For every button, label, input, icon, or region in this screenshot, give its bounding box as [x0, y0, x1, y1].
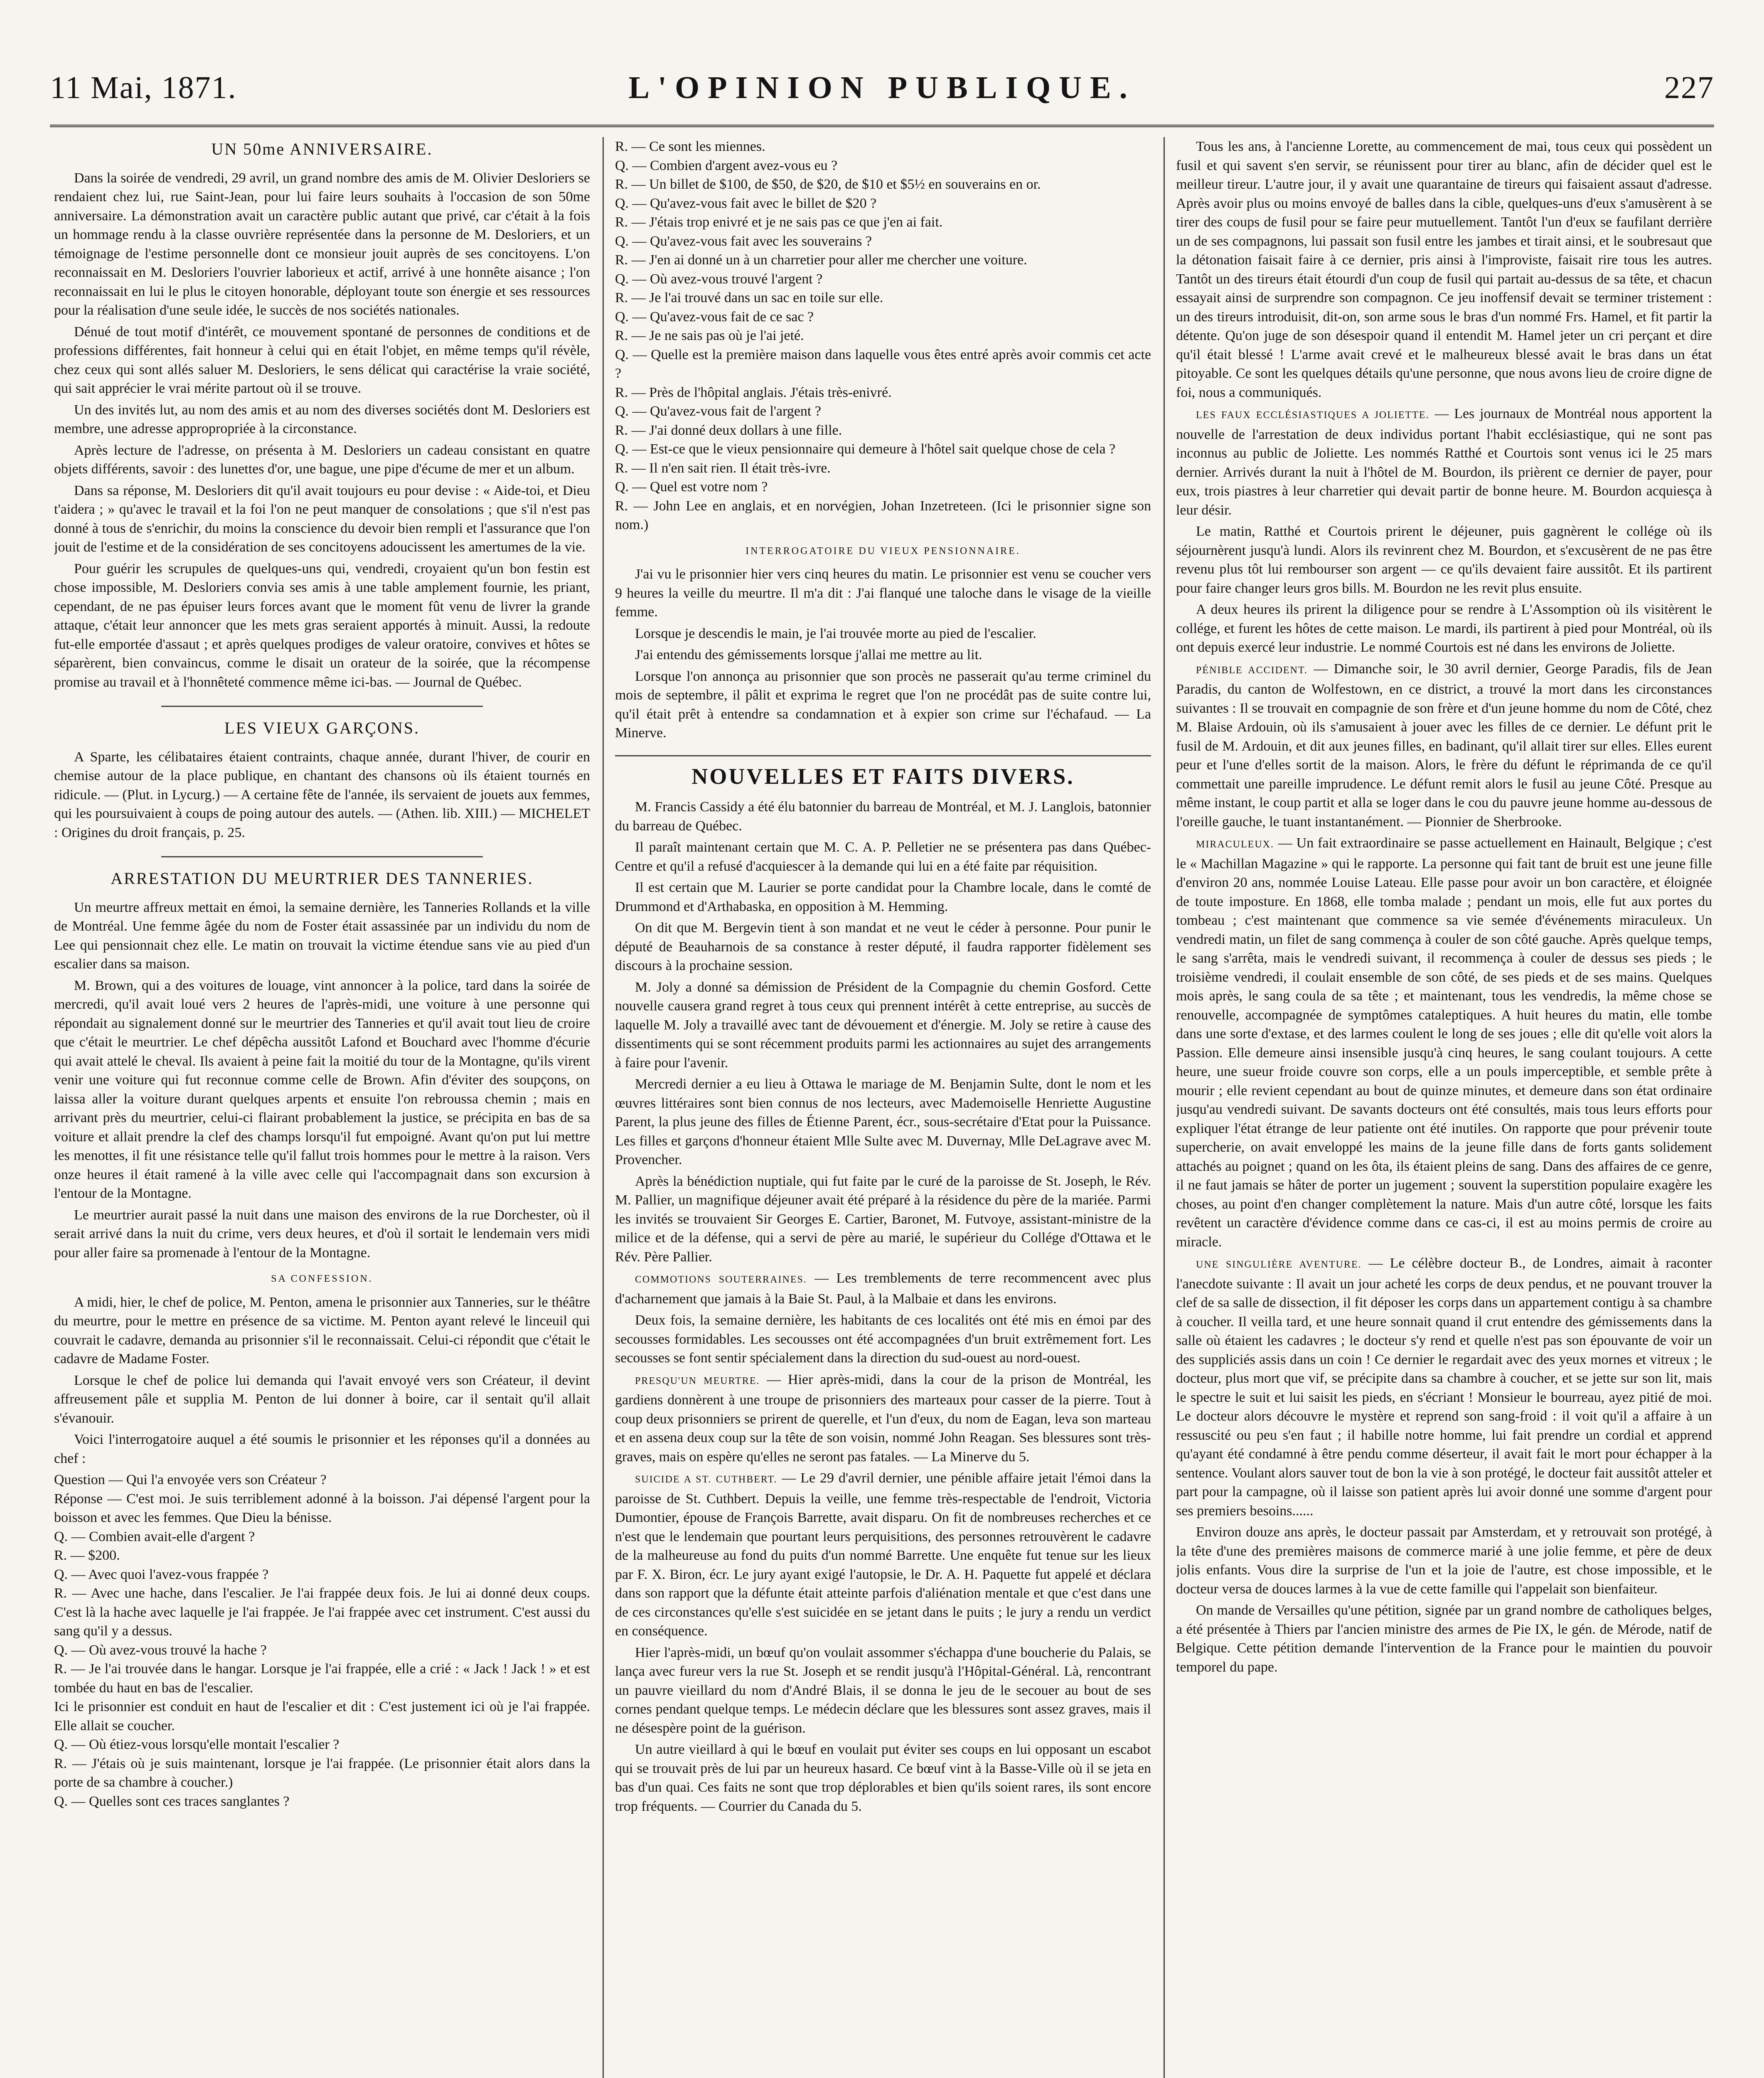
interrogation-line: R. — Je l'ai trouvé dans un sac en toile sur elle. [615, 290, 883, 305]
interrogation-line: Réponse — C'est moi. Je suis terriblement adonné à la boisson. J'ai dépensé l'argent pour la boisson et avec les femmes. Que Dieu la bénisse. [54, 1491, 590, 1525]
column-divider [603, 137, 604, 2078]
news-paragraph: M. Joly a donné sa démission de Président de la Compagnie du chemin Gosford. Cette nouvelle causera grand regret à tous ceux qui prennent intérêt à cette entreprise, au succès de laquelle M. Joly a travaillé avec tant de dévouement et d'énergie. M. Joly se retire à cause des dissentiments qui se sont récemment produits parmi les actionnaires au sujet des arrangements à faire pour l'avenir. [615, 979, 1151, 1071]
article-paragraph: A Sparte, les célibataires étaient contraints, chaque année, durant l'hiver, de courir en chemise autour de la place publique, en chantant des chansons où ils étaient tournés en ridicule. — (Plut. in Lycurg.) — A certaine fête de l'année, ils servaient de jouets aux femmes, qui les poursuivaient à coups de poing autour des autels. — (Athen. lib. XIII.) — MICHELET : Origines du droit français, p. 25. [54, 749, 590, 840]
news-item [1176, 1254, 1712, 1520]
article-separator [161, 856, 483, 857]
article-paragraph: Après lecture de l'adresse, on présenta à M. Desloriers un cadeau consistant en quatre objets différents, savoir : des lunettes d'or, une bague, une pipe d'écume de mer et un album. [54, 442, 590, 477]
news-keyword: PÉNIBLE ACCIDENT. [1196, 665, 1308, 676]
news-keyword: LES FAUX ECCLÉSIASTIQUES A JOLIETTE. [1196, 410, 1429, 421]
news-paragraph: Il paraît maintenant certain que M. C. A. P. Pelletier ne se présentera pas dans Québec-Centre et qu'il a refusé d'acquiescer à la demande qui lui en a été faite par réquisition. [615, 840, 1151, 874]
news-keyword: MIRACULEUX. [1196, 839, 1274, 850]
article-arrestation [54, 869, 590, 1811]
news-paragraph: On dit que M. Bergevin tient à son mandat et ne veut le céder à personne. Pour punir le député de Beauharnois de sa constance à rester député, il faudra rapporter fidèlement ses discours à la prochaine session. [615, 920, 1151, 973]
interrogation-line: Q. — Avec quoi l'avez-vous frappée ? [54, 1566, 269, 1582]
interrogation-line: Q. — Qu'avez-vous fait avec le billet de $20 ? [615, 195, 877, 211]
article-paragraph: M. Brown, qui a des voitures de louage, vint annoncer à la police, tard dans la soirée de mercredi, qu'il avait loué vers 2 heures de l'après-midi, une voiture à une personne qui répondait au signalement donné sur le meurtrier des Tanneries et qu'il avait tout lieu de croire que c'était le meurtrier. Le chef dépêcha aussitôt Lafond et Bouchard avec l'homme d'écurie qui avait attelé le cheval. Ils avaient à peine fait la moitié du tour de la Montagne, qu'ils virent venir une voiture qui fut reconnue comme celle de Brown. Afin d'éviter des soupçons, on laissa aller la voiture durant quelques arpents et ensuite l'on rebroussa chemin ; mais en arrivant près du meurtrier, celui-ci flairant probablement la justice, se précipita en bas de sa voiture et allait prendre la clef des champs lorsqu'il fut empoigné. Avant qu'on put lui mettre les menottes, il fit une résistance telle qu'il fallut trois hommes pour le mettre à la raison. Vers onze heures il était ramené à la ville avec celle qui l'accompagnait dans son excursion à l'entour de la Montagne. [54, 977, 590, 1201]
article-title: UN 50me ANNIVERSAIRE. [211, 140, 433, 158]
interrogation-line: Q. — Qu'avez-vous fait de ce sac ? [615, 309, 814, 325]
interrogation-line: Q. — Où avez-vous trouvé la hache ? [54, 1642, 267, 1658]
news-paragraph: Tous les ans, à l'ancienne Lorette, au commencement de mai, tous ceux qui possèdent un fusil et qui savent s'en servir, se réunissent pour tirer au blanc, afin de décider quel est le meilleur tireur. L'autre jour, il y avait une quarantaine de tireurs qui faisaient assaut d'adresse. Après avoir plus ou moins envoyé de balles dans la cible, quelques-uns d'eux s'amusèrent à se tirer des coups de fusil pour se faire peur mutuellement. Tantôt l'un d'eux se faufilant derrière un de ses compagnons, lui passait son fusil entre les jambes et tirait ainsi, et le soubresaut que la détonation faisait faire à ce dernier, pris ainsi à l'improviste, faisait rire tous les autres. Tantôt un des tireurs était étourdi d'un coup de fusil qui partait au-dessus de sa tête, et chacun essayait ainsi de surprendre son compagnon. Ce jeu inoffensif devait se terminer tristement : un des tireurs introduisit, dit-on, son arme sous le bras d'un nommé Frs. Hamel, et fit partir la détente. Qu'on juge de son désespoir quand il entendit M. Hamel jeter un cri perçant et dire qu'il était blessé ! L'arme avait crevé et le malheureux blessé avait le bras dans un état pitoyable. Ce sont les quelques détails qu'une personne, que nous avons lieu de croire digne de foi, nous a communiqués. [1176, 139, 1712, 400]
article-title: ARRESTATION DU MEURTRIER DES TANNERIES. [111, 869, 534, 888]
interrogation-line: R. — J'en ai donné un à un charretier pour aller me chercher une voiture. [615, 252, 1027, 268]
article-paragraph: Un des invités lut, au nom des amis et au nom des diverses sociétés dont M. Desloriers est membre, une adresse appropropriée à la circonstance. [54, 402, 590, 436]
interrogation-line: R. — Près de l'hôpital anglais. J'étais très-enivré. [615, 384, 892, 400]
column-3 [1176, 137, 1712, 2078]
nouvelles-items [615, 798, 1151, 1816]
news-paragraph: Mercredi dernier a eu lieu à Ottawa le mariage de M. Benjamin Sulte, dont le nom et les œuvres littéraires sont bien connus de nos lecteurs, avec Mademoiselle Henriette Augustine Parent, la plus jeune des filles de Étienne Parent, écr., sous-secrétaire d'Etat pour la Puissance. Les filles et garçons d'honneur étaient Mlle Sulte avec M. Duvernay, Mlle DeLagrave avec M. Provencher. [615, 1076, 1151, 1167]
article-anniversaire [54, 140, 590, 692]
interrogation-line: Q. — Qu'avez-vous fait avec les souverains ? [615, 233, 872, 249]
article-vieux-garcons [54, 719, 590, 842]
interrogation-line: Q. — Où étiez-vous lorsqu'elle montait l'escalier ? [54, 1737, 340, 1752]
interrogation-line: Ici le prisonnier est conduit en haut de l'escalier et dit : C'est justement ici où je l'ai frappée. Elle allait se coucher. [54, 1699, 590, 1733]
interrogation-line: R. — Ce sont les miennes. [615, 139, 765, 154]
interrogation-line: R. — Avec une hache, dans l'escalier. Je l'ai frappée deux fois. Je lui ai donné deux coups. C'est là la hache avec laquelle je l'ai frappée. Je l'ai frappée avec cet instrument. C'est aussi du sang qu'il y a dessus. [54, 1586, 590, 1639]
column-divider [1164, 137, 1165, 2078]
news-text: — Le célèbre docteur B., de Londres, aimait à raconter l'anecdote suivante : Il avait un jour acheté les corps de deux pendus, et ne pouvant trouver la clef de sa salle de dissection, il fit déposer les corps dans un appartement contigu à sa chambre à coucher. Il veilla tard, et une heure sonnait quand il crut entendre des gémissements dans la salle où étaient les cadavres ; le docteur s'y rend et quelle n'est pas son épouvante de voir un des suppliciés assis dans un coin ! Ce dernier le regardait avec des yeux mornes et vitreux ; le docteur, plus mort que vif, se précipite dans sa chambre à coucher, et se jette sur son lit, mais le spectre le suit et lui saisit les pieds, en s'écriant ! Monsieur le bourreau, ayez pitié de moi. Le docteur alors découvre le mystère et reprend son sang-froid : il voit qu'il a affaire à un ressuscité ou peu s'en faut ; il habille notre homme, lui fait prendre un cordial et apprend qu'ayant été condamné à être pendu comme déserteur, il avait fait le mort pour échapper à la sentence. Voulant alors sauver tout de bon la vie à son protégé, le docteur fait aussitôt atteler et part pour la campagne, où il laisse son patient après lui avoir donné une somme d'argent pour ses premiers besoins...... [1176, 1256, 1712, 1519]
news-item [615, 1469, 1151, 1641]
section-title: NOUVELLES ET FAITS DIVERS. [615, 755, 1151, 786]
interrogation-line: Q. — Combien d'argent avez-vous eu ? [615, 158, 838, 173]
page-number: 227 [1664, 70, 1714, 105]
news-text: — Les tremblements de terre recommencent avec plus d'acharnement que jamais à la Baie St. Paul, à la Malbaie et dans les environs. [615, 1270, 1151, 1307]
news-paragraph: Le matin, Ratthé et Courtois prirent le déjeuner, puis gagnèrent le collége où ils séjournèrent jusqu'à lundi. Alors ils revinrent chez M. Bourdon, et s'excusèrent de ne pas être revenu plus tôt lui rembourser son argent — ce qu'ils devaient faire aussitôt. Et ils partirent pour faire changer leurs gros bills. M. Bourdon ne les revit plus ensuite. [1176, 524, 1712, 596]
article-paragraph: Dans la soirée de vendredi, 29 avril, un grand nombre des amis de M. Olivier Desloriers se rendaient chez lui, rue Saint-Jean, pour lui faire leurs souhaits à l'occasion de son 50me anniversaire. La démonstration avait un caractère public autant que privé, car c'était à la fois un hommage rendu à la classe ouvrière représentée dans la personne de M. Desloriers, et un témoignage de l'estime personnelle dont ce monsieur jouit auprès de ses concitoyens. L'on reconnaissait en M. Desloriers l'ouvrier laborieux et actif, arrivé à une honnête aisance ; l'on reconnaissait en lui le plus le citoyen honorable, déployant toute son énergie et ses ressources pour la réalisation d'une seule idée, le succès de nos sociétés nationales. [54, 170, 590, 318]
interrogation-line: R. — $200. [54, 1548, 120, 1563]
news-keyword: SUICIDE A ST. CUTHBERT. [635, 1474, 777, 1485]
article-paragraph: Dans sa réponse, M. Desloriers dit qu'il avait toujours eu pour devise : « Aide-toi, et Dieu t'aidera ; » qu'avec le travail et la foi l'on ne peut manquer de consolations ; que s'il n'est pas donné à tous de s'enrichir, du moins la conscience du devoir bien rempli et l'assurance que l'on jouit de l'estime et de la considération de ses concitoyens adoucissent les amertumes de la vie. [54, 483, 590, 555]
interrogation-line: R. — Il n'en sait rien. Il était très-ivre. [615, 460, 831, 476]
article-paragraph: J'ai entendu des gémissements lorsque j'allai me mettre au lit. [635, 647, 982, 662]
interrogation-line: R. — J'étais trop enivré et je ne sais pas ce que j'en ai fait. [615, 214, 943, 230]
news-paragraph: Environ douze ans après, le docteur passait par Amsterdam, et y retrouvait son protégé, à la tête d'une des premières maisons de commerce marié à une jolie femme, et père de deux jolis enfants. Vous dire la surprise de l'un et la joie de l'autre, est chose impossible, et le docteur versa de douces larmes à la vue de cette famille qui l'appelait son bienfaiteur. [1176, 1524, 1712, 1597]
news-text: — Un fait extraordinaire se passe actuellement en Hainault, Belgique ; c'est le « Machillan Magazine » qui le rapporte. La personne qui fait tant de bruit est une jeune fille d'environ 20 ans, nommée Louise Lateau. Elle passe pour avoir un bon caractère, et éloignée de toute imposture. En 1868, elle tomba malade ; pendant un mois, elle fut aux portes du tombeau ; c'est maintenant que commence sa vie semée d'événements miraculeux. Un vendredi matin, un filet de sang commença à couler de son côté gauche. Après quelque temps, le sang s'arrêta, mais le vendredi suivant, il recommença à couler de dessus ses pieds ; le troisième vendredi, il coulait ensemble de son côté, de ses pieds et de ses mains. Quelques mois après, le sang coula de sa tête ; et maintenant, tous les vendredis, la même chose se renouvelle, accompagnée de symptômes cataleptiques. A huit heures du matin, elle tombe dans une sorte d'extase, et des larmes coulent le long de ses joues ; elle dit qu'elle voit alors la Passion. Elle demeure ainsi insensible jusqu'à cinq heures, le sang coulant toujours. A cette heure, une sueur froide couvre son corps, elle a un pouls imperceptible, et semble prête à mourir ; elle revient cependant au bout de quinze minutes, et demeure dans son état ordinaire jusqu'au vendredi suivant. De savants docteurs ont été consultés, mais tous leurs efforts pour expliquer l'état étrange de leur patiente ont été inutiles. On rapporte que pour prévenir toute supercherie, on avait enveloppé les mains de la jeune fille dans de forts gants solidement attachés au poignet ; quand on les ôta, ils étaient pleins de sang. Dans des affaires de ce genre, il ne faut jamais se hâter de porter un jugement ; souvent la superstition populaire exagère les choses, au point d'en changer complètement la nature. Mais d'un autre côté, lorsque les faits revêtent un caractère d'évidence comme dans ce cas-ci, il est au moins permis de croire au miracle. [1176, 835, 1712, 1250]
interrogation-line: R. — J'ai donné deux dollars à une fille. [615, 422, 842, 438]
column-2 [615, 137, 1151, 2078]
subheading: INTERROGATOIRE DU VIEUX PENSIONNAIRE. [745, 545, 1021, 556]
interrogation-line: Q. — Est-ce que le vieux pensionnaire qui demeure à l'hôtel sait quelque chose de cela ? [615, 441, 1116, 457]
interrogation-line: Q. — Combien avait-elle d'argent ? [54, 1529, 255, 1544]
news-keyword: PRESQU'UN MEURTRE. [635, 1375, 760, 1386]
interrogation-line: Q. — Où avez-vous trouvé l'argent ? [615, 271, 823, 287]
article-paragraph: Le meurtrier aurait passé la nuit dans une maison des environs de la rue Dorchester, où il serait arrivé dans la nuit du crime, vers deux heures, et d'où il sortait le lendemain vers midi pour aller faire sa promenade à l'entour de la Montagne. [54, 1207, 590, 1261]
news-paragraph: On mande de Versailles qu'une pétition, signée par un grand nombre de catholiques belges, a été présentée à Thiers par l'ancien ministre des armes de Pie IX, le gén. de Mérode, natif de Belgique. Cette pétition demande l'intervention de la France pour le maintien du pouvoir temporel du pape. [1176, 1603, 1712, 1675]
article-paragraph: Lorsque l'on annonça au prisonnier que son procès ne passerait qu'au terme criminel du mois de septembre, il pâlit et exprima le regret que l'on ne procédât pas de suite contre lui, qu'il était prêt à entendre sa condamnation et à expier son crime sur l'échafaud. — La Minerve. [615, 668, 1151, 741]
column-1 [54, 137, 590, 2078]
news-text: — Hier après-midi, dans la cour de la prison de Montréal, les gardiens donnèrent à une troupe de prisonniers des marteaux pour casser de la pierre. Tout à coup deux prisonniers se prirent de querelle, et l'un d'eux, du nom de Eagan, leva son marteau et en assena deux coup sur la tête de son voisin, nommé John Reagan. Ses blessures sont très-graves, mais on espère qu'elles ne seront pas fatales. — La Minerve du 5. [615, 1371, 1151, 1465]
news-item [1176, 834, 1712, 1251]
news-paragraph: Il est certain que M. Laurier se porte candidat pour la Chambre locale, dans le comté de Drummond et d'Arthabaska, en opposition à M. Hemming. [615, 880, 1151, 914]
news-paragraph: Deux fois, la semaine dernière, les habitants de ces localités ont été mis en émoi par des secousses formidables. Les secousses ont été accompagnées d'un bruit extrêmement fort. Les secousses se font sentir spécialement dans la direction du sud-ouest au nord-ouest. [615, 1312, 1151, 1366]
article-paragraph: Lorsque le chef de police lui demanda qui l'avait envoyé vers son Créateur, il devint affreusement pâle et supplia M. Penton de lui donner à boire, car il sentait qu'il allait s'évanouir. [54, 1372, 590, 1426]
interrogation-line: R. — Un billet de $100, de $50, de $20, de $10 et $5½ en souverains en or. [615, 177, 1041, 192]
news-item [615, 1370, 1151, 1467]
interrogation-line: R. — Je l'ai trouvée dans le hangar. Lorsque je l'ai frappée, elle a crié : « Jack ! Jack ! » et est tombée du haut en bas de l'escalier. [54, 1661, 590, 1696]
article-paragraph: Voici l'interrogatoire auquel a été soumis le prisonnier et les réponses qu'il a données au chef : [54, 1432, 590, 1466]
news-text: — Dimanche soir, le 30 avril dernier, George Paradis, fils de Jean Paradis, du canton de Wolfestown, en ce district, a trouvé la mort dans les circonstances suivantes : Il se trouvait en compagnie de son frère et d'un jeune homme du nom de Côté, chez M. Blaise Ardouin, où ils s'amusaient à jouer avec les filles de ce dernier. Le défunt prit le fusil de M. Ardouin, et dit aux jeunes filles, en badinant, qu'il allait tirer sur elles. Elles eurent peur et l'une d'elles sortit de la maison. Alors, le frère du défunt le réprimanda de ce qu'il commettait une pareille imprudence. Le défunt remit alors le fusil au jeune Côté. Presque au même instant, le coup partit et alla se loger dans le cou du pauvre jeune homme au-dessous de l'oreille gauche, le tuant instantanément. — Pionnier de Sherbrooke. [1176, 661, 1712, 830]
interrogation-line: Question — Qui l'a envoyée vers son Créateur ? [54, 1472, 327, 1487]
news-item [1176, 660, 1712, 832]
interrogation-line: Q. — Quelle est la première maison dans laquelle vous êtes entré après avoir commis cet acte ? [615, 347, 1151, 381]
news-keyword: COMMOTIONS SOUTERRAINES. [635, 1274, 807, 1285]
interrogation-line: R. — John Lee en anglais, et en norvégien, Johan Inzetreteen. (Ici le prisonnier signe son nom.) [615, 498, 1151, 532]
interrogation-line: R. — Je ne sais pas où je l'ai jeté. [615, 328, 804, 343]
news-paragraph: Hier l'après-midi, un bœuf qu'on voulait assommer s'échappa d'une boucherie du Palais, se lança avec fureur vers la rue St. Joseph et se rendit jusqu'à l'Hôpital-Général. Là, rencontrant un pauvre vieillard du nom d'André Blais, il se donna le jeu de le secouer au bout de ses cornes pendant quelque temps. Le médecin déclare que les blessures sont assez graves, mais il ne désespère point de la guérison. [615, 1645, 1151, 1736]
news-keyword: UNE SINGULIÈRE AVENTURE. [1196, 1259, 1362, 1270]
interrogation-line: Q. — Quel est votre nom ? [615, 479, 768, 495]
article-paragraph: Un meurtre affreux mettait en émoi, la semaine dernière, les Tanneries Rollands et la ville de Montréal. Une femme âgée du nom de Foster était assassinée par un individu du nom de Lee qui pensionnait chez elle. Le matin on trouvait la victime étendue sans vie au pied d'un escalier dans sa maison. [54, 899, 590, 972]
interrogation-line: Q. — Qu'avez-vous fait de l'argent ? [615, 404, 821, 419]
news-text: — Le 29 d'avril dernier, une pénible affaire jetait l'émoi dans la paroisse de St. Cuthbert. Depuis la veille, une femme très-respectable de l'endroit, Victoria Dumontier, épouse de François Barrette, avait disparu. On fit de nombreuses recherches et ce n'est que le lendemain que pourtant leurs perquisitions, des personnes retrouvèrent le cadavre de la malheureuse au fond du puits d'un nommé Barrette. Une enquête fut tenue sur les lieux par F. X. Biron, écr. Le jury ayant exigé l'autopsie, le Dr. A. H. Paquette fut appelé et déclara dans son rapport que la défunte était atteinte parfois d'aliénation mentale et que c'est dans une de ces circonstances qu'elle s'est suicidée en se jetant dans le puits ; le jury a rendu un verdict en conséquence. [615, 1470, 1151, 1639]
page-header [50, 62, 1714, 127]
news-paragraph: Un autre vieillard à qui le bœuf en voulait put éviter ses coups en lui opposant un escabot qui se trouvait près de lui par un heureux hasard. Ce bœuf vint à la Basse-Ville où il se jeta en bas d'un quai. Ces faits ne sont que trop déplorables et bien qu'ils soient rares, ils sont encore trop fréquents. — Courrier du Canada du 5. [615, 1742, 1151, 1814]
issue-date: 11 Mai, 1871. [50, 70, 237, 105]
news-item [1176, 404, 1712, 520]
interrogation-continued [615, 137, 1151, 743]
interrogation-line: R. — J'étais où je suis maintenant, lorsque je l'ai frappée. (Le prisonnier était alors dans la porte de sa chambre à coucher.) [54, 1755, 590, 1790]
article-paragraph: A midi, hier, le chef de police, M. Penton, amena le prisonnier aux Tanneries, sur le théâtre du meurtre, pour le mettre en présence de sa victime. M. Penton ayant relevé le linceuil qui couvrait le cadavre, demanda au prisonnier s'il le reconnaissait. Celui-ci répondit que c'était le cadavre de Madame Foster. [54, 1294, 590, 1366]
interrogation-line: Q. — Quelles sont ces traces sanglantes ? [54, 1793, 290, 1809]
news-paragraph: M. Francis Cassidy a été élu batonnier du barreau de Montréal, et M. J. Langlois, batonnier du barreau de Québec. [615, 799, 1151, 834]
newspaper-title: L'OPINION PUBLIQUE. [628, 70, 1136, 105]
article-paragraph: Dénué de tout motif d'intérêt, ce mouvement spontané de personnes de conditions et de professions différentes, fait honneur à celui qui en était l'objet, en même temps qu'il révèle, chez ceux qui sont allés saluer M. Desloriers, le sens délicat qui caractérise la vraie société, qui sait apprécier le vrai mérite partout où il se trouve. [54, 324, 590, 396]
article-separator [161, 706, 483, 707]
news-paragraph: A deux heures ils prirent la diligence pour se rendre à L'Assomption où ils visitèrent le collége, et furent les hôtes de cette maison. Le mardi, ils partirent à pied pour Montréal, où ils ont depuis exercé leur industrie. Le nommé Courtois est né dans les environs de Joliette. [1176, 602, 1712, 655]
article-title: LES VIEUX GARÇONS. [224, 719, 420, 737]
subheading: SA CONFESSION. [271, 1273, 373, 1284]
article-paragraph: Lorsque je descendis le main, je l'ai trouvée morte au pied de l'escalier. [635, 625, 1036, 641]
article-paragraph: Pour guérir les scrupules de quelques-uns qui, vendredi, croyaient qu'un bon festin est chose impossible, M. Desloriers convia ses amis à une table amplement fournie, les priant, cependant, de ne pas épuiser leurs forces avant que le moment fût venu de livrer la grande attaque, c'était leur annoncer que les mets gras seraient apportés à minuit. Aussi, la redoute fut-elle emportée d'assaut ; et après quelques prodiges de valeur oratoire, convives et hôtes se séparèrent, bien convaincus, comme le disait un orateur de la soirée, que la récompense promise au travail et à l'honnêteté commence même ici-bas. — Journal de Québec. [54, 561, 590, 690]
news-text: — Les journaux de Montréal nous apportent la nouvelle de l'arrestation de deux individus portant l'habit ecclésiastique, qui ne sont pas inconnus au public de Joliette. Les nommés Ratthé et Courtois sont venus ici le 25 mars dernier. Arrivés durant la nuit à l'hôtel de M. Bourdon, ils prièrent ce dernier de payer, pour eux, trois piastres à leur charretier qui devait partir de bonne heure. M. Bourdon acquiesça à leur désir. [1176, 406, 1712, 518]
news-paragraph: Après la bénédiction nuptiale, qui fut faite par le curé de la paroisse de St. Joseph, le Rév. M. Pallier, un magnifique déjeuner avait été préparé à la résidence du père de la mariée. Parmi les invités se trouvaient Sir Georges E. Cartier, Baronet, M. Futvoye, assistant-ministre de la milice et de la défense, qui a servi de père au marié, le supérieur du Collége d'Ottawa et le Rév. Père Pallier. [615, 1173, 1151, 1265]
news-item [615, 1269, 1151, 1308]
article-paragraph: J'ai vu le prisonnier hier vers cinq heures du matin. Le prisonnier est venu se coucher vers 9 heures la veille du meurtre. Il m'a dit : J'ai flanqué une taloche dans le visage de la vieille femme. [615, 566, 1151, 620]
